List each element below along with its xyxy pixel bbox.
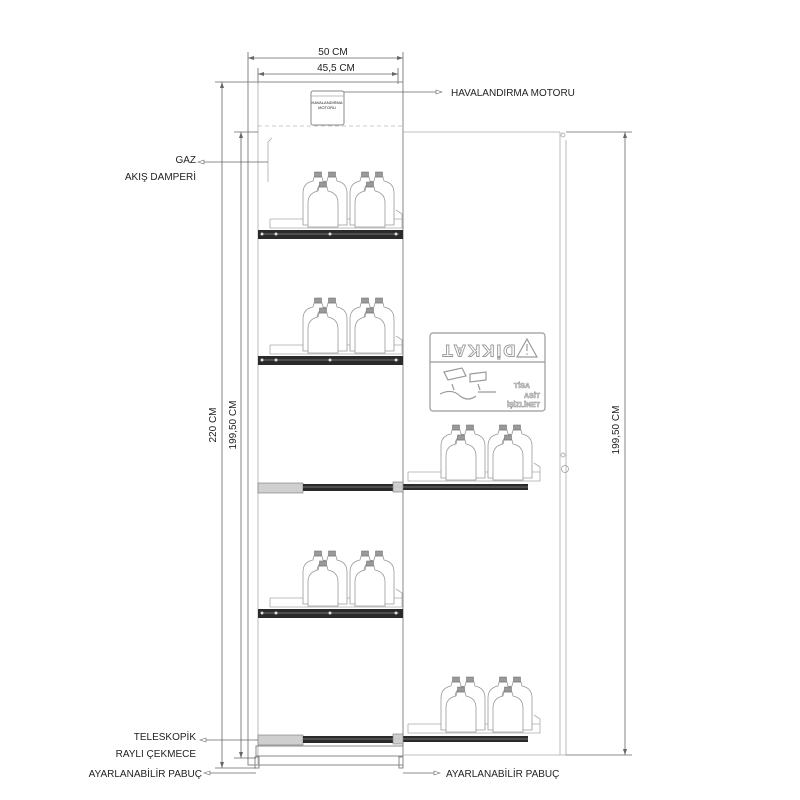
foot-right: [399, 757, 403, 768]
foot-callout-left: [89, 767, 256, 780]
drawers: [258, 172, 540, 745]
height-dimensions-left: [208, 82, 258, 768]
inner-width-label: 45,5 CM: [317, 63, 355, 74]
door-handle: [562, 466, 569, 473]
drawer-label-2: RAYLI ÇEKMECE: [115, 749, 196, 760]
drawer-1: [258, 172, 403, 239]
warning-line-2: ASİT: [524, 393, 540, 400]
motor-callout: [344, 88, 575, 99]
warning-line-1: TİSA: [514, 383, 530, 390]
drawer-label-1: TELESKOPİK: [133, 732, 196, 743]
drawer-3-rail: [258, 482, 528, 493]
outer-width-label: 50 CM: [318, 47, 348, 58]
gas-damper-label-1: GAZ: [175, 155, 196, 166]
drawer-5-rail: [258, 734, 528, 745]
warning-line-3: İŞİZLİNET: [506, 402, 540, 409]
body-height-label: 199,50 CM: [228, 400, 239, 450]
total-height-label: 220 CM: [208, 407, 219, 443]
foot-right-label: AYARLANABİLİR PABUÇ: [446, 769, 560, 780]
drawer-3: [258, 425, 540, 493]
motor-box-label-2: MOTORU: [318, 105, 336, 110]
drawer-callout: [116, 730, 258, 760]
door-height-label: 199,50 CM: [611, 405, 622, 455]
width-dimensions: [248, 47, 403, 84]
drawer-2-rail: [258, 356, 403, 365]
drawer-4: [258, 551, 403, 618]
motor-box-label-1: HAVALANDIRMA: [311, 100, 343, 105]
cabinet-door: [403, 132, 569, 755]
gas-damper-label-2: AKIŞ DAMPERİ: [124, 172, 196, 183]
warning-sign: [430, 333, 545, 411]
foot-callout-right: [403, 767, 559, 780]
height-dimension-right: [566, 132, 632, 755]
drawer-5: [258, 677, 540, 745]
foot-left-label: AYARLANABİLİR PABUÇ: [88, 769, 202, 780]
drawer-1-rail: [258, 230, 403, 239]
drawer-4-rail: [258, 609, 403, 618]
motor-label: HAVALANDIRMA MOTORU: [451, 88, 575, 99]
gas-damper-callout: [125, 155, 268, 183]
gas-damper-duct: [268, 138, 272, 182]
warning-title: DİKKAT: [440, 341, 516, 360]
drawer-2: [258, 298, 403, 365]
corrosive-hazard-icon: [440, 368, 496, 399]
